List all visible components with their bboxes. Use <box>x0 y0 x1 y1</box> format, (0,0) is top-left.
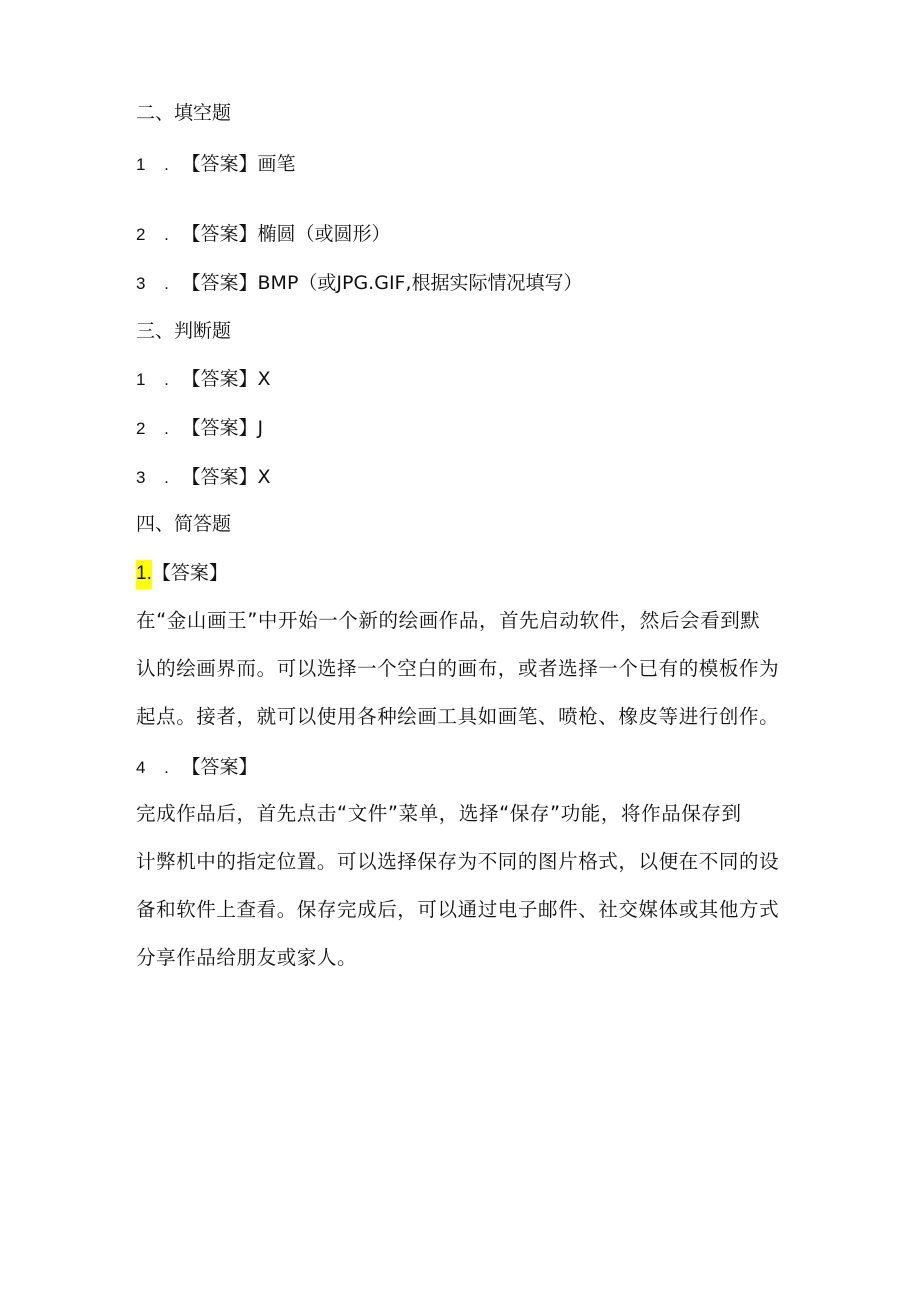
item-separator: . <box>164 468 169 487</box>
item-separator: . <box>164 155 169 174</box>
short-answer-4-body <box>136 790 796 982</box>
answer-text: 【答案】BMP（或JPG.GIF,根据实际情况填写） <box>181 272 583 294</box>
section-heading-short-answer: 四、简答题 <box>136 513 232 535</box>
item-number: 4 <box>136 758 146 777</box>
answer-text: 【答案】椭圆（或圆形） <box>181 223 391 245</box>
item-number: 3 <box>136 468 146 487</box>
item-number: 1 <box>136 155 146 174</box>
paragraph-line: 认的绘画界而。可以选择一个空白的画布，或者选择一个已有的模板作为 <box>136 657 780 680</box>
answer-text: 【答案】画笔 <box>181 153 296 175</box>
paragraph-line: 在“金山画王”中开始一个新的绘画作品，首先启动软件，然后会看到默 <box>136 609 761 632</box>
item-number: 2 <box>136 225 146 244</box>
answer-text: 【答案】X <box>181 368 271 390</box>
item-number: 1 <box>136 370 146 389</box>
paragraph-line: 计弊机中的指定位置。可以选择保存为不同的图片格式，以便在不同的设 <box>136 850 780 873</box>
paragraph-line: 起点。接者，就可以使用各种绘画工具如画笔、喷枪、橡皮等进行创作。 <box>136 705 780 728</box>
true-false-answer-1 <box>136 366 271 393</box>
highlighted-item-number: 1. <box>136 560 152 589</box>
short-answer-1-body <box>136 597 796 741</box>
short-answer-4-label <box>136 754 258 781</box>
item-number: 2 <box>136 419 146 438</box>
fill-blank-answer-2 <box>136 221 391 248</box>
item-separator: . <box>164 370 169 389</box>
paragraph-line: 完成作品后，首先点击“文件”菜单，选择“保存”功能，将作品保存到 <box>136 802 742 825</box>
item-separator: . <box>164 419 169 438</box>
paragraph-line: 备和软件上查看。保存完成后，可以通过电子邮件、社交媒体或其他方式 <box>136 898 780 921</box>
answer-text: 【答案】X <box>181 466 271 488</box>
paragraph-line: 分享作品给朋友或家人。 <box>136 946 358 969</box>
short-answer-1-label <box>136 560 228 587</box>
section-heading-true-false: 三、判断题 <box>136 320 232 342</box>
answer-label: 【答案】 <box>181 756 258 778</box>
fill-blank-answer-1 <box>136 151 296 178</box>
true-false-answer-3 <box>136 464 271 491</box>
true-false-answer-2 <box>136 415 263 442</box>
item-separator: . <box>164 225 169 244</box>
section-heading-fill-blank: 二、填空题 <box>136 102 232 124</box>
item-separator: . <box>164 274 169 293</box>
answer-text: 【答案】J <box>181 417 264 439</box>
item-number: 3 <box>136 274 146 293</box>
item-separator: . <box>164 758 169 777</box>
fill-blank-answer-3 <box>136 270 583 297</box>
answer-label: 【答案】 <box>151 562 228 584</box>
